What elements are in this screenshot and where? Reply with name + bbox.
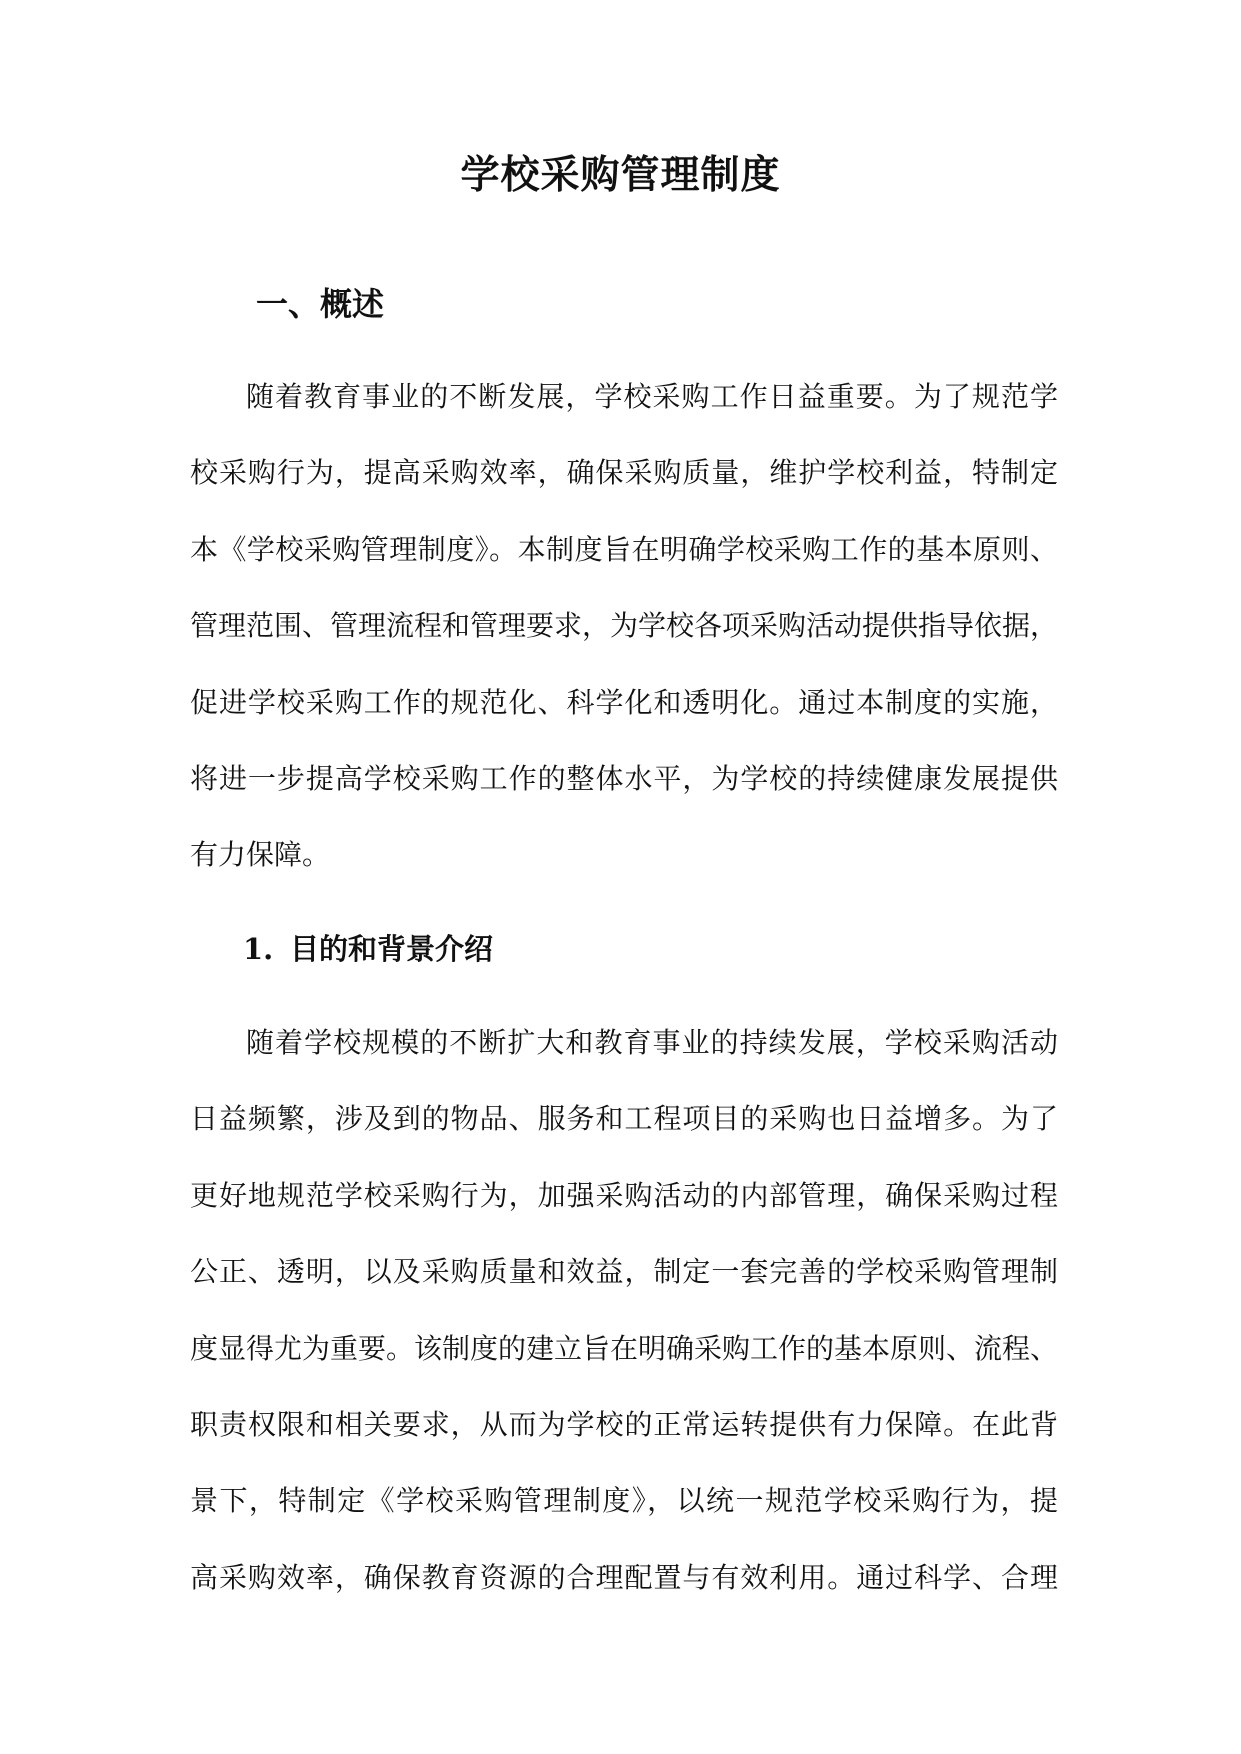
paragraph-line: 管理范围、管理流程和管理要求，为学校各项采购活动提供指导依据， <box>190 609 1059 643</box>
paragraph-line: 公正、透明，以及采购质量和效益，制定一套完善的学校采购管理制 <box>190 1255 1058 1289</box>
purpose-paragraph <box>190 1005 1058 1616</box>
paragraph-line: 将进一步提高学校采购工作的整体水平，为学校的持续健康发展提供 <box>190 762 1058 796</box>
paragraph-line: 职责权限和相关要求，从而为学校的正常运转提供有力保障。在此背 <box>190 1408 1058 1442</box>
overview-paragraph <box>190 359 1058 894</box>
subsection-heading-purpose <box>243 927 493 971</box>
paragraph-line: 本《学校采购管理制度》。本制度旨在明确学校采购工作的基本原则、 <box>190 532 1058 566</box>
paragraph-line: 高采购效率，确保教育资源的合理配置与有效利用。通过科学、合理 <box>190 1560 1058 1594</box>
paragraph-line: 随着教育事业的不断发展，学校采购工作日益重要。为了规范学 <box>246 380 1058 413</box>
paragraph-line: 景下，特制定《学校采购管理制度》，以统一规范学校采购行为，提 <box>190 1484 1058 1518</box>
paragraph-line: 随着学校规模的不断扩大和教育事业的持续发展，学校采购活动 <box>246 1026 1058 1059</box>
document-title: 学校采购管理制度 <box>460 152 781 198</box>
paragraph-line: 校采购行为，提高采购效率，确保采购质量，维护学校利益，特制定 <box>190 456 1058 490</box>
subsection-number: 1. <box>243 932 274 966</box>
paragraph-line: 促进学校采购工作的规范化、科学化和透明化。通过本制度的实施， <box>190 685 1058 719</box>
paragraph-line: 更好地规范学校采购行为，加强采购活动的内部管理，确保采购过程 <box>190 1178 1058 1212</box>
paragraph-line: 有力保障。 <box>190 838 331 872</box>
subsection-title: 目的和背景介绍 <box>290 932 494 966</box>
paragraph-line: 日益频繁，涉及到的物品、服务和工程项目的采购也日益增多。为了 <box>190 1102 1058 1136</box>
section-heading-overview: 一、概述 <box>256 285 385 323</box>
paragraph-line: 度显得尤为重要。该制度的建立旨在明确采购工作的基本原则、流程、 <box>190 1331 1059 1365</box>
